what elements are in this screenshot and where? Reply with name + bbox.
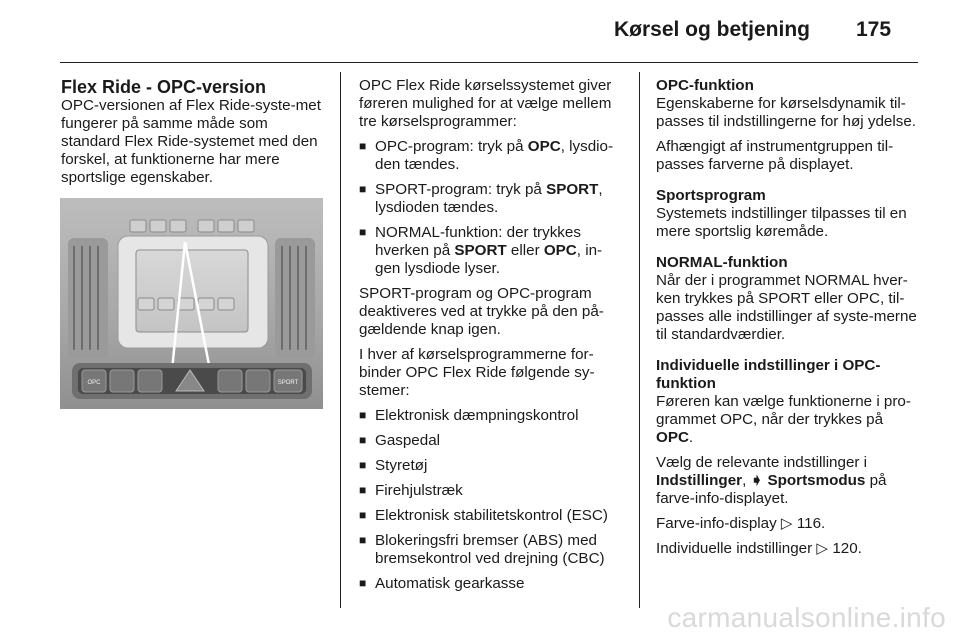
- select-settings-text: Vælg de relevante indstillinger i Indstillinger, ➧ Sportsmodus på farve-info-displayet.: [656, 454, 887, 507]
- deactivate-paragraph: SPORT-program og OPC-program deaktiveres ved at trykke på den på-gældende knap igen.: [359, 285, 604, 338]
- normal-text: Når der i programmet NORMAL hver-ken trykkes på SPORT eller OPC, til-passes alle indstillinger af syste-merne til standardværdier.: [656, 272, 917, 343]
- column-divider-2: [639, 72, 640, 608]
- list-item: ■ SPORT-program: tryk på SPORT, lysdioden tændes.: [359, 181, 625, 217]
- sport-heading: Sportsprogram: [656, 187, 766, 204]
- list-item: ■ Firehjulstræk: [359, 482, 625, 500]
- reference-link[interactable]: Farve-info-display ▷ 116.: [656, 515, 826, 532]
- watermark: carmanualsonline.info: [667, 602, 946, 633]
- column-1: [61, 77, 326, 194]
- sport-text: Systemets indstillinger tilpasses til en mere sportslig køremåde.: [656, 205, 907, 240]
- individual-heading: Individuelle indstillinger i OPC-funktion: [656, 357, 881, 392]
- list-item: ■ Elektronisk dæmpningskontrol: [359, 407, 625, 425]
- list-item: ■ OPC-program: tryk på OPC, lysdio-den tændes.: [359, 138, 625, 174]
- arrow-right-icon: ➧: [750, 472, 764, 489]
- list-item: ■ Elektronisk stabilitetskontrol (ESC): [359, 507, 625, 525]
- reference-triangle-icon: ▷: [816, 540, 829, 557]
- column-3: [656, 77, 922, 565]
- controls-intro: I hver af kørselsprogrammerne for-binder OPC Flex Ride følgende sy-stemer:: [359, 346, 595, 399]
- list-item: ■ Blokeringsfri bremser (ABS) med bremsekontrol ved drejning (CBC): [359, 532, 625, 568]
- header-title: Kørsel og betjening: [613, 18, 810, 41]
- opc-text: Egenskaberne for kørselsdynamik til-passes til indstillingerne for høj ydelse.: [656, 95, 916, 130]
- section-title: Flex Ride - OPC-version: [61, 77, 267, 97]
- list-item: ■ Gaspedal: [359, 432, 625, 450]
- center-console-photo: [60, 198, 323, 409]
- opc-text-2: Afhængigt af instrumentgruppen til-passes farverne på displayet.: [656, 138, 894, 173]
- programs-intro: OPC Flex Ride kørselssystemet giver føreren mulighed for at vælge mellem tre kørselsprogrammer:: [359, 77, 612, 130]
- reference-triangle-icon: ▷: [780, 515, 793, 532]
- list-item: ■ NORMAL-funktion: der trykkes hverken på SPORT eller OPC, in-gen lysdiode lyser.: [359, 224, 625, 278]
- normal-heading: NORMAL-funktion: [656, 254, 788, 271]
- list-item: ■ Styretøj: [359, 457, 625, 475]
- opc-heading: OPC-funktion: [656, 77, 754, 94]
- intro-paragraph: OPC-versionen af Flex Ride-syste-met fungerer på samme måde som standard Flex Ride-systemet med den forskel, at funktionerne har mere sportslige egenskaber.: [61, 97, 321, 186]
- header-rule: [60, 62, 918, 63]
- opc-button-label: OPC: [87, 380, 101, 386]
- reference-link[interactable]: Individuelle indstillinger ▷ 120.: [656, 540, 862, 557]
- column-divider-1: [340, 72, 341, 608]
- column-2: [359, 77, 625, 600]
- list-item: ■ Automatisk gearkasse: [359, 575, 625, 593]
- sport-button-label: SPORT: [277, 380, 299, 386]
- individual-text: Føreren kan vælge funktionerne i pro-grammet OPC, når der trykkes på OPC.: [656, 393, 911, 446]
- page-number: 175: [856, 18, 892, 41]
